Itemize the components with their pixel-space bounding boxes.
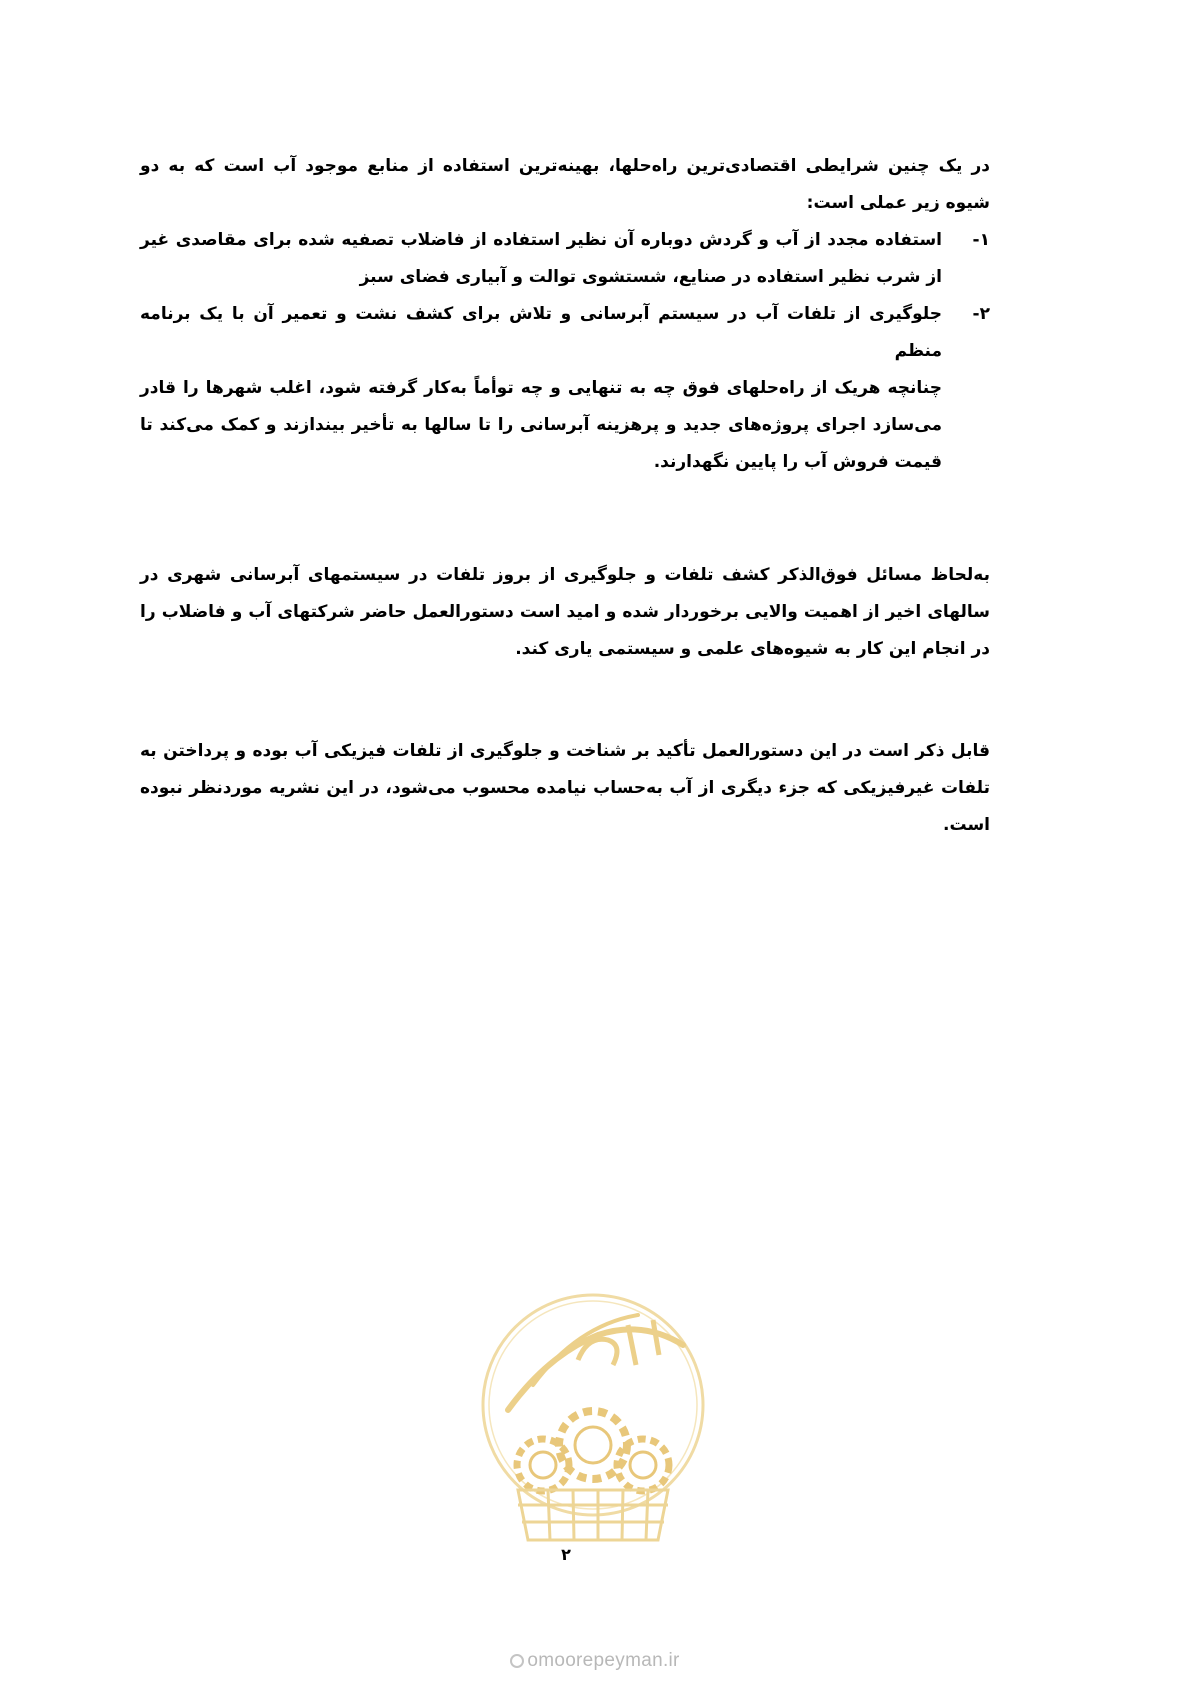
intro-paragraph: در یک چنین شرایطی اقتصادی‌ترین راه‌حلها، بهینه‌ترین استفاده از منابع موجود آب است که به دو شیوه زیر عملی است:	[140, 156, 990, 213]
watermark-logo	[478, 1265, 708, 1610]
globe-icon	[510, 1654, 524, 1668]
list-item-1	[140, 222, 990, 296]
list-text: جلوگیری از تلفات آب در سیستم آبرسانی و تلاش برای کشف نشت و تعمیر آن با یک برنامه منظم	[140, 304, 942, 361]
list-text: استفاده مجدد از آب و گردش دوباره آن نظیر استفاده از فاضلاب تصفیه شده برای مقاصدی غیر از شرب نظیر استفاده در صنایع، شستشوی توالت و آبیاری فضای سبز	[140, 230, 942, 287]
website-text: omoorepeyman.ir	[527, 1650, 680, 1671]
paragraph-importance: به‌لحاظ مسائل فوق‌الذکر کشف تلفات و جلوگیری از بروز تلفات در سیستمهای آبرسانی شهری در سالهای اخیر از اهمیت والایی برخوردار شده و امید است دستورالعمل حاضر شرکتهای آب و فاضلاب را در انجام این کار به شیوه‌های علمی و سیستمی یاری کند.	[140, 565, 990, 659]
list-continuation: چنانچه هریک از راه‌حلهای فوق چه به تنهایی و چه توأماً به‌کار گرفته شود، اغلب شهرها را قادر می‌سازد اجرای پروژه‌های جدید و پرهزینه آبرسانی را تا سالها به تأخیر بیندازند و کمک می‌کند تا قیمت فروش آب را پایین نگهدارند.	[140, 378, 942, 472]
page-number: ۲	[561, 1545, 571, 1564]
list-item-2	[140, 296, 990, 370]
paragraph-scope: قابل ذکر است در این دستورالعمل تأکید بر شناخت و جلوگیری از تلفات فیزیکی آب بوده و پرداختن به تلفات غیرفیزیکی که جزء دیگری از آب به‌حساب نیامده محسوب می‌شود، در این نشریه موردنظر نبوده است.	[140, 741, 990, 835]
list-number: ۱-	[972, 230, 990, 250]
section-intro	[140, 148, 990, 481]
seal-icon	[478, 1265, 708, 1610]
list-number: ۲-	[972, 304, 990, 324]
website-watermark	[0, 1650, 1190, 1672]
